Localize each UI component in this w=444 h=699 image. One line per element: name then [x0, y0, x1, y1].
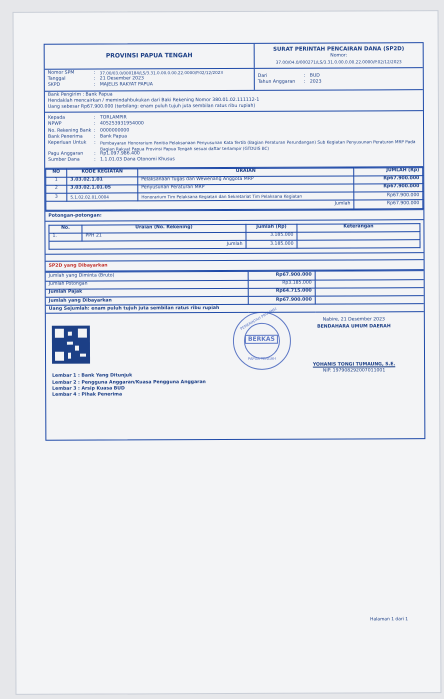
- potongan-title: Potongan-potongan:: [45, 209, 423, 222]
- summary-row: Jumlah yang Diminta (Bruto) Rp67.900.000: [46, 271, 424, 281]
- doc-nomor-label: Nomor:: [330, 53, 348, 59]
- stamp-bottom-text: PAPUA TENGAH: [248, 356, 276, 361]
- qr-code-icon: [52, 326, 90, 364]
- bank-section: [45, 90, 423, 113]
- sp2d-summary-table: [46, 271, 424, 315]
- table-total-row: Jumlah 3.185.000: [49, 240, 420, 250]
- lembar-list: [52, 373, 206, 398]
- page-number: Halaman 1 dari 1: [370, 617, 409, 623]
- recipient-row: No. Rekening Bank : 0000000000: [48, 127, 130, 134]
- recipient-row: Pagu Anggaran : Rp1.097.986.400: [48, 151, 140, 157]
- bank-instruction: Hendaklah mencairkan / memindahbukukan dari Baki Rekening Nomor 380.01.02.111112-1: [47, 97, 260, 104]
- doc-title-block: [255, 43, 423, 68]
- table-row: 3 5.1.02.02.01.0004 Honorarium Tim Pelaksana Kegiatan dan Sekretariat Tim Pelaksana Kegiatan Rp67.900.000: [46, 192, 423, 202]
- bank-amount: Uang sebesar Rp67.900.000 (terbilang: enam puluh tujuh juta sembilan ratus ribu rupiah): [47, 103, 256, 110]
- table-header: No. Uraian (No. Rekening) Jumlah (Rp) Keterangan: [49, 223, 420, 233]
- lembar-item: Lembar 3 : Arsip Kuasa BUD: [52, 386, 125, 392]
- summary-row: Jumlah Pajak Rp64.715.000: [46, 287, 424, 297]
- doc-title: SURAT PERINTAH PENCAIRAN DANA (SP2D): [273, 46, 405, 53]
- lembar-item: Lembar 1 : Bank Yang Ditunjuk: [52, 373, 133, 380]
- summary-row: Jumlah yang Dibayarkan Rp67.900.000: [46, 296, 424, 306]
- table-row: 2 3.03.02.1.01.05 Penyusunan Peraturan MRP Rp67.900.000: [46, 184, 423, 194]
- sp2d-form: [44, 42, 426, 441]
- province-title: PROVINSI PAPUA TENGAH: [45, 44, 255, 69]
- potongan-table: [45, 220, 423, 255]
- summary-row: Jumlah Potongan Rp3.185.000: [46, 279, 424, 289]
- stamp-top-text: PEMERINTAH PROVINSI: [239, 306, 278, 331]
- signature-name: YOHANIS TONGI TUMAUNG, S.E.: [312, 362, 396, 368]
- table-header: NO KODE KEGIATAN URAIAN JUMLAH (Rp): [46, 167, 423, 177]
- recipient-row: Kepada : TORLAMPIR: [47, 115, 127, 121]
- dari-row: Dari : BUD: [257, 73, 320, 79]
- bank-sender: Bank Pengirim : Bank Papua: [47, 92, 113, 98]
- recipient-section: [45, 111, 423, 168]
- signature-role: BENDAHARA UMUM DAERAH: [317, 323, 391, 330]
- table-total-row: Jumlah Rp67.900.000: [46, 200, 423, 210]
- recipient-row: Sumber Dana : 1.1.01.03 Dana Otonomi Khusus: [48, 157, 175, 164]
- stamp-box-text: BERKAS: [245, 335, 278, 344]
- recipient-row: NPWP : 405253931954000: [47, 121, 144, 128]
- signature-date: Nabire, 21 Desember 2023: [322, 317, 385, 323]
- recipient-row: Bank Penerima : Bank Papua: [48, 134, 128, 140]
- spm-info: [45, 68, 423, 91]
- official-stamp: [233, 306, 291, 370]
- lembar-item: Lembar 2 : Pengguna Anggaran/Kuasa Pengguna Anggaran: [52, 379, 206, 386]
- table-row: 1. PPH 21 3.185.000: [49, 232, 420, 242]
- sp2d-summary-title: SP2D yang Dibayarkan: [46, 259, 424, 272]
- kegiatan-table: [45, 167, 423, 211]
- signature-nip: NIP. 197908292007011001: [322, 368, 386, 374]
- document-page: [13, 10, 442, 695]
- tahun-row: Tahun Anggaran : 2023: [257, 79, 322, 86]
- form-header: [45, 43, 423, 70]
- terbilang-row: Uang Sejumlah: enam puluh tujuh juta sembilan ratus ribu rupiah: [46, 304, 424, 314]
- doc-nomor-value: 37.00/04.0/000271/LS/3.31.0.00.0.00.22.0000/P.02/12/2023: [275, 59, 402, 66]
- skpd-row: SKPD : MAJELIS RAKYAT PAPUA: [47, 82, 153, 89]
- table-row: 1 3.03.02.1.01 Pelaksanaan Tugas dan Wewenang Anggota MRP Rp67.900.000: [46, 175, 423, 185]
- spm-date-row: Tanggal : 21 Desember 2023: [47, 76, 144, 82]
- lembar-item: Lembar 4 : Pihak Penerima: [52, 392, 123, 398]
- signature-block: [294, 318, 414, 375]
- recipient-row: Keperluan Untuk : Pembayaran Honorarium Panitia Pelaksanaan Penyusunan Kata Tertib (Bagian Peraturan Perundangan) Sub Kegiatan Penyusunan Peraturan MRP Pada Bagian Rakyat Papua Provinsi Papua Tengah sesuai daftar terlampir (GTDUIS BC): [48, 139, 416, 152]
- spm-number-row: Nomor SPM : 37.00/03.0/000184/LS/3.31.0.00.0.00.22.0000/P.02/12/2023: [47, 70, 223, 76]
